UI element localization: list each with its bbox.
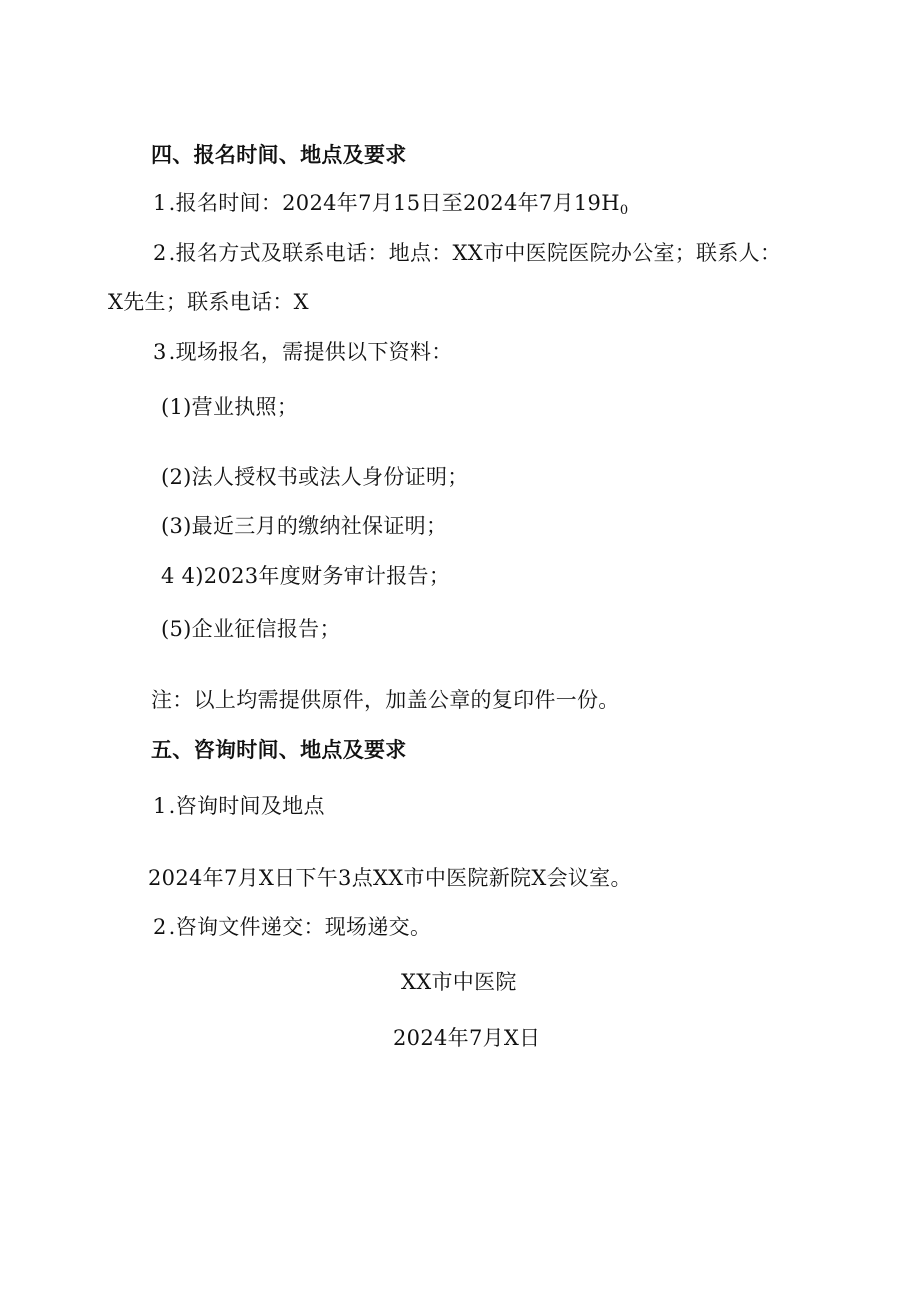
registration-time	[153, 189, 628, 225]
section-4-heading: 四、报名时间、地点及要求	[151, 143, 407, 167]
consult-detail: 2024年7月X日下午3点XX市中医院新院X会议室。	[148, 866, 632, 890]
signature-date: 2024年7月X日	[393, 1026, 541, 1050]
item-number: 2	[153, 241, 167, 265]
item-number: 2	[153, 915, 167, 939]
consult-doc-submission	[153, 913, 431, 941]
onsite-registration-text: .现场报名，需提供以下资料：	[168, 340, 453, 364]
item-number: 1	[153, 794, 167, 818]
consult-doc-submission-text: .咨询文件递交：现场递交。	[168, 915, 432, 939]
material-item: (2)法人授权书或法人身份证明；	[161, 465, 469, 489]
material-item: (5)企业征信报告；	[161, 617, 341, 641]
material-item: (3)最近三月的缴纳社保证明；	[161, 514, 448, 538]
note: 注：以上均需提供原件，加盖公章的复印件一份。	[151, 688, 620, 712]
registration-method-line2: X先生；联系电话：X	[108, 290, 309, 314]
registration-method-line1	[153, 239, 781, 267]
item-number: 3	[153, 340, 167, 364]
material-item: 4 4)2023年度财务审计报告；	[161, 564, 451, 588]
onsite-registration	[153, 338, 453, 366]
material-item: (1)营业执照；	[161, 395, 299, 419]
item-number: 1	[153, 191, 167, 215]
signature-org: XX市中医院	[401, 970, 517, 994]
registration-time-text: .报名时间：2024年7月15日至2024年7月19H	[168, 191, 620, 215]
consult-time-place	[153, 792, 325, 820]
consult-time-place-text: .咨询时间及地点	[168, 794, 325, 818]
section-5-heading: 五、咨询时间、地点及要求	[151, 738, 407, 762]
registration-time-subscript: 0	[619, 203, 629, 218]
registration-method-text: .报名方式及联系电话：地点：XX市中医院医院办公室；联系人：	[168, 241, 782, 265]
